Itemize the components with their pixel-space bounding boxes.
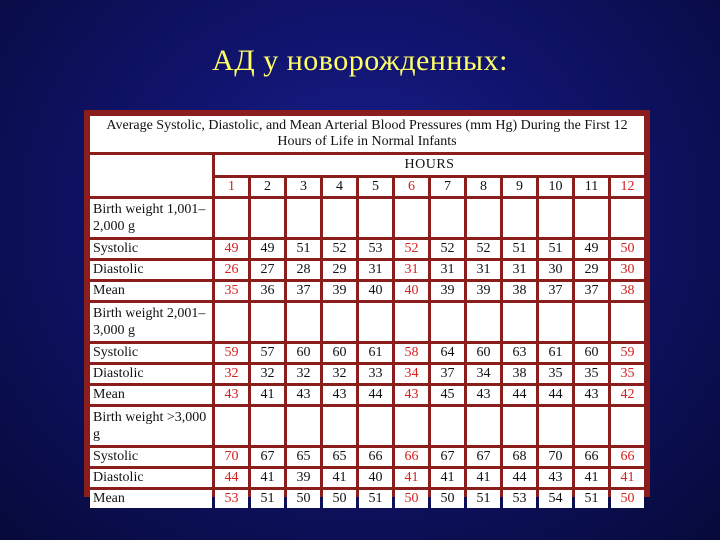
empty-cell (251, 407, 284, 445)
value-cell: 70 (215, 448, 248, 466)
value-cell: 43 (575, 386, 608, 404)
hour-header-cell: 10 (539, 178, 572, 196)
value-cell: 41 (611, 469, 644, 487)
group-header-row (90, 199, 644, 237)
value-cell: 34 (467, 365, 500, 383)
empty-cell (431, 199, 464, 237)
hour-header-cell: 3 (287, 178, 320, 196)
value-cell: 61 (539, 344, 572, 362)
value-cell: 31 (431, 261, 464, 279)
table-row (90, 386, 644, 404)
empty-cell (431, 407, 464, 445)
empty-cell (611, 407, 644, 445)
empty-cell (323, 199, 356, 237)
group-label: Birth weight 1,001–2,000 g (90, 199, 212, 237)
value-cell: 51 (251, 490, 284, 508)
value-cell: 41 (467, 469, 500, 487)
value-cell: 28 (287, 261, 320, 279)
value-cell: 61 (359, 344, 392, 362)
value-cell: 60 (467, 344, 500, 362)
value-cell: 43 (395, 386, 428, 404)
value-cell: 66 (575, 448, 608, 466)
value-cell: 35 (611, 365, 644, 383)
value-cell: 43 (215, 386, 248, 404)
value-cell: 43 (467, 386, 500, 404)
value-cell: 49 (575, 240, 608, 258)
table-row (90, 469, 644, 487)
value-cell: 51 (287, 240, 320, 258)
value-cell: 59 (611, 344, 644, 362)
table-row (90, 448, 644, 466)
value-cell: 30 (611, 261, 644, 279)
value-cell: 31 (503, 261, 536, 279)
bp-table (87, 113, 647, 511)
slide-title: АД у новорожденных: (212, 44, 508, 77)
empty-cell (431, 303, 464, 341)
empty-cell (539, 407, 572, 445)
table-row (90, 282, 644, 300)
value-cell: 51 (359, 490, 392, 508)
empty-cell (323, 407, 356, 445)
empty-cell (287, 303, 320, 341)
empty-cell (503, 303, 536, 341)
value-cell: 60 (287, 344, 320, 362)
value-cell: 30 (539, 261, 572, 279)
row-label: Mean (90, 282, 212, 300)
value-cell: 51 (503, 240, 536, 258)
value-cell: 37 (575, 282, 608, 300)
table-row (90, 344, 644, 362)
empty-cell (251, 303, 284, 341)
value-cell: 31 (359, 261, 392, 279)
value-cell: 32 (323, 365, 356, 383)
value-cell: 50 (395, 490, 428, 508)
value-cell: 39 (323, 282, 356, 300)
value-cell: 37 (287, 282, 320, 300)
hours-header: HOURS (215, 155, 644, 175)
value-cell: 70 (539, 448, 572, 466)
empty-cell (323, 303, 356, 341)
value-cell: 26 (215, 261, 248, 279)
value-cell: 53 (503, 490, 536, 508)
value-cell: 43 (287, 386, 320, 404)
value-cell: 50 (287, 490, 320, 508)
value-cell: 50 (323, 490, 356, 508)
hour-header-cell: 6 (395, 178, 428, 196)
row-label: Systolic (90, 344, 212, 362)
value-cell: 32 (251, 365, 284, 383)
empty-cell (395, 407, 428, 445)
value-cell: 44 (359, 386, 392, 404)
value-cell: 67 (251, 448, 284, 466)
value-cell: 52 (323, 240, 356, 258)
hour-header-cell: 12 (611, 178, 644, 196)
hour-header-cell: 4 (323, 178, 356, 196)
value-cell: 33 (359, 365, 392, 383)
empty-cell (467, 407, 500, 445)
value-cell: 35 (215, 282, 248, 300)
value-cell: 36 (251, 282, 284, 300)
value-cell: 67 (467, 448, 500, 466)
value-cell: 50 (611, 490, 644, 508)
value-cell: 43 (323, 386, 356, 404)
table-row (90, 240, 644, 258)
value-cell: 40 (359, 282, 392, 300)
value-cell: 52 (395, 240, 428, 258)
empty-cell (359, 303, 392, 341)
value-cell: 40 (359, 469, 392, 487)
hour-header-cell: 1 (215, 178, 248, 196)
value-cell: 39 (467, 282, 500, 300)
value-cell: 44 (503, 469, 536, 487)
empty-cell (215, 199, 248, 237)
row-label: Systolic (90, 240, 212, 258)
value-cell: 32 (215, 365, 248, 383)
value-cell: 35 (575, 365, 608, 383)
empty-cell (575, 303, 608, 341)
group-label: Birth weight >3,000 g (90, 407, 212, 445)
empty-cell (287, 407, 320, 445)
value-cell: 31 (467, 261, 500, 279)
hour-header-cell: 8 (467, 178, 500, 196)
value-cell: 49 (251, 240, 284, 258)
empty-cell (359, 407, 392, 445)
value-cell: 52 (467, 240, 500, 258)
value-cell: 35 (539, 365, 572, 383)
value-cell: 29 (575, 261, 608, 279)
value-cell: 37 (431, 365, 464, 383)
value-cell: 66 (359, 448, 392, 466)
table-caption: Average Systolic, Diastolic, and Mean Arterial Blood Pressures (mm Hg) During the First 12 Hours of Life in Normal Infants (90, 116, 644, 152)
empty-cell (503, 199, 536, 237)
value-cell: 27 (251, 261, 284, 279)
value-cell: 31 (395, 261, 428, 279)
value-cell: 51 (575, 490, 608, 508)
empty-cell (503, 407, 536, 445)
empty-cell (539, 199, 572, 237)
value-cell: 50 (611, 240, 644, 258)
empty-cell (575, 407, 608, 445)
value-cell: 68 (503, 448, 536, 466)
empty-cell (287, 199, 320, 237)
value-cell: 38 (503, 365, 536, 383)
empty-cell (395, 303, 428, 341)
group-header-row (90, 407, 644, 445)
empty-cell (215, 407, 248, 445)
value-cell: 41 (395, 469, 428, 487)
value-cell: 32 (287, 365, 320, 383)
value-cell: 39 (431, 282, 464, 300)
row-label: Diastolic (90, 261, 212, 279)
value-cell: 60 (575, 344, 608, 362)
value-cell: 52 (431, 240, 464, 258)
hour-header-cell: 9 (503, 178, 536, 196)
value-cell: 37 (539, 282, 572, 300)
empty-cell (395, 199, 428, 237)
empty-cell (467, 303, 500, 341)
value-cell: 57 (251, 344, 284, 362)
value-cell: 38 (611, 282, 644, 300)
value-cell: 66 (611, 448, 644, 466)
value-cell: 65 (287, 448, 320, 466)
value-cell: 41 (251, 469, 284, 487)
table-row (90, 490, 644, 508)
value-cell: 58 (395, 344, 428, 362)
value-cell: 49 (215, 240, 248, 258)
value-cell: 38 (503, 282, 536, 300)
value-cell: 59 (215, 344, 248, 362)
group-label: Birth weight 2,001–3,000 g (90, 303, 212, 341)
value-cell: 39 (287, 469, 320, 487)
value-cell: 63 (503, 344, 536, 362)
row-label: Mean (90, 386, 212, 404)
value-cell: 51 (467, 490, 500, 508)
value-cell: 64 (431, 344, 464, 362)
value-cell: 34 (395, 365, 428, 383)
value-cell: 60 (323, 344, 356, 362)
empty-cell (467, 199, 500, 237)
group-header-row (90, 303, 644, 341)
value-cell: 41 (251, 386, 284, 404)
empty-cell (611, 303, 644, 341)
row-label: Systolic (90, 448, 212, 466)
empty-cell (539, 303, 572, 341)
value-cell: 41 (431, 469, 464, 487)
value-cell: 44 (215, 469, 248, 487)
value-cell: 43 (539, 469, 572, 487)
value-cell: 53 (359, 240, 392, 258)
hour-header-cell: 5 (359, 178, 392, 196)
value-cell: 65 (323, 448, 356, 466)
empty-cell (215, 303, 248, 341)
row-label: Mean (90, 490, 212, 508)
value-cell: 44 (503, 386, 536, 404)
empty-cell (575, 199, 608, 237)
value-cell: 44 (539, 386, 572, 404)
value-cell: 29 (323, 261, 356, 279)
value-cell: 67 (431, 448, 464, 466)
value-cell: 51 (539, 240, 572, 258)
value-cell: 50 (431, 490, 464, 508)
value-cell: 66 (395, 448, 428, 466)
value-cell: 40 (395, 282, 428, 300)
hour-header-cell: 7 (431, 178, 464, 196)
corner-cell (90, 155, 212, 196)
row-label: Diastolic (90, 365, 212, 383)
row-label: Diastolic (90, 469, 212, 487)
value-cell: 53 (215, 490, 248, 508)
empty-cell (359, 199, 392, 237)
bp-table-card (84, 110, 650, 506)
empty-cell (251, 199, 284, 237)
value-cell: 41 (575, 469, 608, 487)
table-row (90, 261, 644, 279)
empty-cell (611, 199, 644, 237)
hour-header-cell: 11 (575, 178, 608, 196)
value-cell: 42 (611, 386, 644, 404)
hour-header-cell: 2 (251, 178, 284, 196)
value-cell: 54 (539, 490, 572, 508)
value-cell: 45 (431, 386, 464, 404)
table-row (90, 365, 644, 383)
value-cell: 41 (323, 469, 356, 487)
